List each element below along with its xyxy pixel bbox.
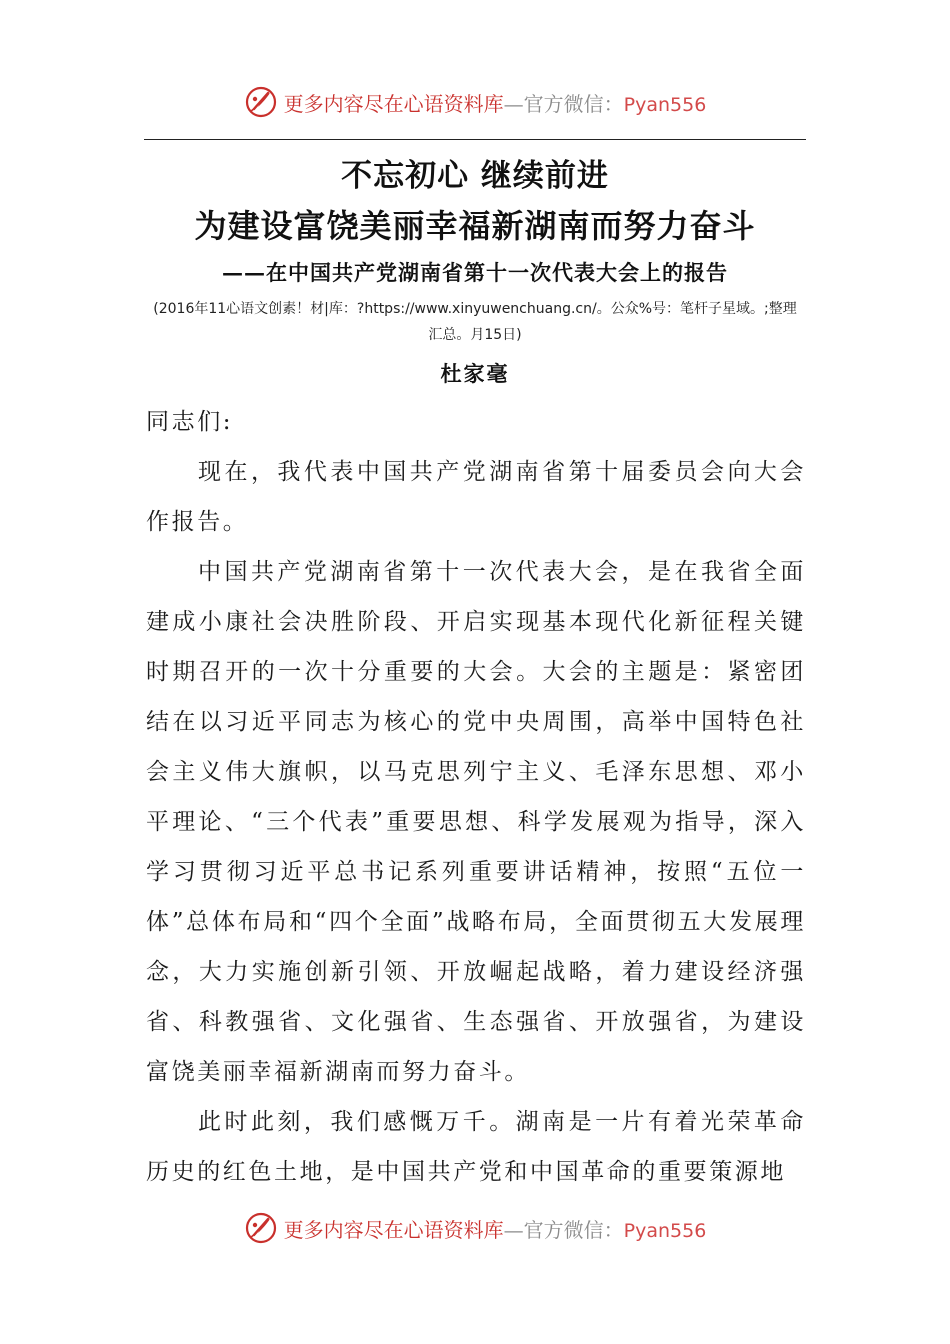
header-divider	[144, 139, 806, 140]
banner-text	[284, 1214, 707, 1243]
subtitle: ——在中国共产党湖南省第十一次代表大会上的报告	[222, 260, 728, 285]
banner-site-text: 更多内容尽在心语资料库	[283, 1217, 504, 1242]
author: 杜家毫	[440, 361, 510, 386]
title-line-1: 不忘初心 继续前进	[341, 158, 609, 194]
paragraph: 此时此刻，我们感慨万千。湖南是一片有着光荣革命历史的红色土地，是中国共产党和中国革命的重要策源地	[146, 1109, 806, 1185]
banner-dash: —	[503, 91, 524, 116]
banner-wechat-id: Pyan556	[623, 1219, 707, 1242]
banner-dash: —	[503, 1217, 524, 1242]
body-text	[146, 397, 806, 1197]
quill-logo-icon	[244, 85, 278, 119]
title-line-2: 为建设富饶美丽幸福新湖南而努力奋斗	[194, 207, 756, 245]
footer-banner	[0, 1208, 950, 1248]
banner-site-text: 更多内容尽在心语资料库	[283, 91, 504, 116]
banner-wechat-label: 官方微信：	[523, 1217, 624, 1242]
banner-wechat-label: 官方微信：	[523, 91, 624, 116]
banner-text	[284, 88, 707, 117]
salutation: 同志们:	[146, 409, 234, 435]
banner-wechat-id: Pyan556	[623, 93, 707, 116]
header-banner	[0, 82, 950, 122]
quill-logo-icon	[244, 1211, 278, 1245]
paragraph: 现在，我代表中国共产党湖南省第十届委员会向大会作报告。	[146, 459, 806, 535]
date-note: (2016年11心语文创素！材|库：?https://www.xinyuwenchuang.cn/。公众%号：笔杆子星域。;整理汇总。月15日)	[153, 301, 797, 343]
paragraph: 中国共产党湖南省第十一次代表大会，是在我省全面建成小康社会决胜阶段、开启实现基本现代化新征程关键时期召开的一次十分重要的大会。大会的主题是：紧密团结在以习近平同志为核心的党中央周围，高举中国特色社会主义伟大旗帜，以马克思列宁主义、毛泽东思想、邓小平理论、“三个代表”重要思想、科学发展观为指导，深入学习贯彻习近平总书记系列重要讲话精神，按照“五位一体”总体布局和“四个全面”战略布局，全面贯彻五大发展理念，大力实施创新引领、开放崛起战略，着力建设经济强省、科教强省、文化强省、生态强省、开放强省，为建设富饶美丽幸福新湖南而努力奋斗。	[146, 559, 806, 1085]
